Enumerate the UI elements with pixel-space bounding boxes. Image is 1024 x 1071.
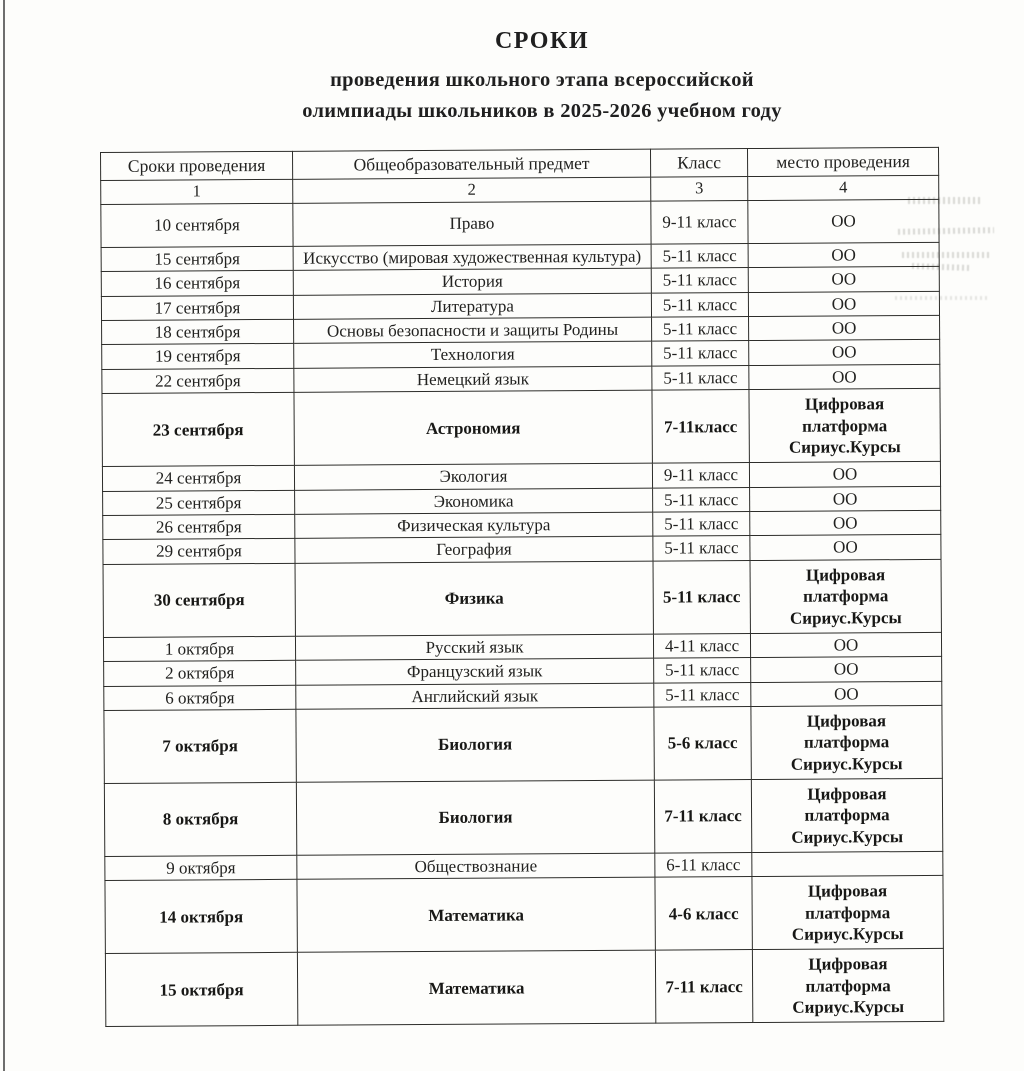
date-cell: 8 октября — [104, 782, 296, 856]
subject-cell: Немецкий язык — [294, 366, 652, 393]
subject-cell: Математика — [297, 878, 655, 953]
subject-cell: Английский язык — [296, 683, 654, 710]
grade-cell: 7-11класс — [652, 390, 749, 464]
date-cell: 26 сентября — [103, 514, 295, 540]
grade-cell: 5-6 класс — [654, 707, 751, 781]
location-cell: ОО — [749, 315, 940, 341]
location-cell: ОО — [750, 632, 941, 658]
grade-cell: 5-11 класс — [653, 512, 750, 537]
date-cell: 16 сентября — [101, 271, 293, 297]
date-cell: 29 сентября — [103, 539, 295, 565]
grade-cell: 5-11 класс — [651, 268, 748, 293]
header-grade: Класс — [650, 149, 747, 178]
location-cell: ОО — [749, 340, 940, 366]
grade-cell: 7-11 класс — [655, 950, 752, 1024]
grade-cell: 5-11 класс — [651, 243, 748, 268]
location-cell: ОО — [751, 657, 942, 683]
subject-cell: Экология — [294, 463, 652, 490]
grade-cell: 5-11 класс — [653, 560, 750, 634]
header-location: место проведения — [747, 147, 938, 176]
date-cell: 7 октября — [104, 709, 296, 783]
table-body — [101, 199, 944, 1027]
subject-cell: Русский язык — [295, 634, 653, 661]
title-line-3: олимпиады школьников в 2025-2026 учебном году — [302, 100, 782, 122]
location-cell: Цифровая платформа Сириус.Курсы — [749, 389, 940, 463]
grade-cell: 5-11 класс — [654, 658, 751, 683]
date-cell: 17 сентября — [101, 295, 293, 321]
location-cell: ОО — [750, 510, 941, 536]
date-cell: 14 октября — [105, 880, 297, 954]
grade-cell: 5-11 класс — [653, 536, 750, 561]
grade-cell: 6-11 класс — [655, 853, 752, 878]
subject-cell: Экономика — [295, 488, 653, 515]
location-cell: Цифровая платформа Сириус.Курсы — [752, 876, 943, 950]
table-row — [105, 949, 943, 1027]
subject-cell: Литература — [293, 293, 651, 320]
title-line-2: проведения школьного этапа всероссийской — [330, 69, 754, 91]
location-cell: ОО — [748, 199, 939, 243]
date-cell: 15 сентября — [101, 246, 293, 272]
document-title — [30, 28, 1024, 127]
grade-cell: 9-11 класс — [652, 463, 749, 488]
location-cell: Цифровая платформа Сириус.Курсы — [751, 705, 942, 779]
date-cell: 18 сентября — [102, 319, 294, 345]
subject-cell: Физическая культура — [295, 512, 653, 539]
grade-cell: 7-11 класс — [654, 780, 751, 854]
grade-cell: 4-11 класс — [653, 633, 750, 658]
grade-cell: 5-11 класс — [654, 682, 751, 707]
date-cell: 24 сентября — [102, 466, 294, 492]
subject-cell: Обществознание — [297, 853, 655, 880]
table-row — [104, 778, 942, 856]
location-cell: Цифровая платформа Сириус.Курсы — [752, 949, 943, 1023]
subject-cell: Астрономия — [294, 390, 652, 465]
date-cell: 2 октября — [104, 661, 296, 687]
location-cell: ОО — [748, 242, 939, 268]
grade-cell: 5-11 класс — [652, 365, 749, 390]
table-row — [103, 559, 941, 637]
date-cell: 10 сентября — [101, 203, 293, 247]
schedule-table — [100, 147, 944, 1028]
location-cell: Цифровая платформа Сириус.Курсы — [750, 559, 941, 633]
column-number: 3 — [651, 177, 748, 201]
table-row — [102, 389, 940, 467]
subject-cell: Математика — [297, 951, 655, 1026]
subject-cell: История — [293, 268, 651, 295]
location-cell: ОО — [749, 364, 940, 390]
location-cell: ОО — [749, 462, 940, 488]
table-row — [105, 876, 943, 954]
grade-cell: 9-11 класс — [651, 200, 748, 244]
location-cell: Цифровая платформа Сириус.Курсы — [751, 778, 942, 852]
date-cell: 15 октября — [105, 953, 297, 1027]
subject-cell: Биология — [296, 780, 654, 855]
date-cell: 9 октября — [105, 855, 297, 881]
location-cell — [752, 851, 943, 877]
location-cell: ОО — [750, 486, 941, 512]
location-cell: ОО — [750, 535, 941, 561]
subject-cell: География — [295, 537, 653, 564]
date-cell: 22 сентября — [102, 368, 294, 394]
subject-cell: Физика — [295, 561, 653, 636]
subject-cell: Технология — [294, 342, 652, 369]
grade-cell: 5-11 класс — [652, 341, 749, 366]
scan-edge-line — [3, 0, 5, 1071]
table-row — [101, 199, 939, 247]
column-number: 1 — [101, 179, 293, 204]
location-cell: ОО — [748, 267, 939, 293]
grade-cell: 4-6 класс — [655, 877, 752, 951]
title-line-1: СРОКИ — [494, 28, 590, 54]
date-cell: 6 октября — [104, 685, 296, 711]
date-cell: 19 сентября — [102, 344, 294, 370]
subject-cell: Основы безопасности и защиты Родины — [294, 317, 652, 344]
header-dates: Сроки проведения — [101, 151, 293, 180]
grade-cell: 5-11 класс — [653, 487, 750, 512]
subject-cell: Биология — [296, 707, 654, 782]
subject-cell: Право — [293, 201, 651, 246]
location-cell: ОО — [751, 681, 942, 707]
grade-cell: 5-11 класс — [651, 292, 748, 317]
column-number: 2 — [293, 177, 651, 203]
subject-cell: Французский язык — [296, 658, 654, 685]
grade-cell: 5-11 класс — [652, 317, 749, 342]
column-number: 4 — [748, 175, 939, 200]
date-cell: 23 сентября — [102, 393, 294, 467]
location-cell: ОО — [748, 291, 939, 317]
table-row — [104, 705, 942, 783]
subject-cell: Искусство (мировая художественная культура) — [293, 244, 651, 271]
header-subject: Общеобразовательный предмет — [292, 149, 650, 179]
date-cell: 25 сентября — [103, 490, 295, 516]
date-cell: 1 октября — [103, 636, 295, 662]
date-cell: 30 сентября — [103, 563, 295, 637]
